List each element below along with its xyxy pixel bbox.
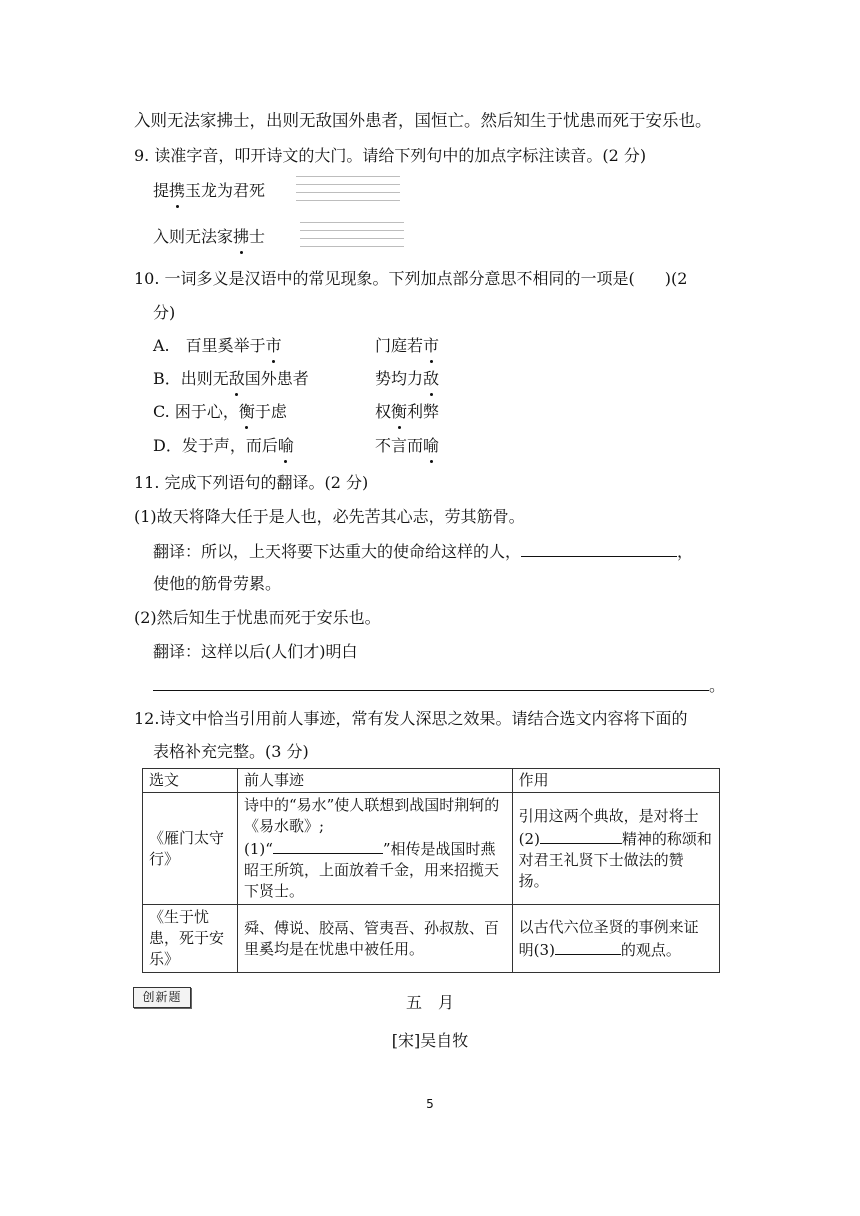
poem-title: 五 月 — [405, 993, 454, 1012]
option-b-compare: 势均力敌 — [375, 369, 440, 388]
q11-sentence-1: (1)故天将降大任于是人也，必先苦其心志，劳其筋骨。 — [134, 507, 525, 526]
q11-translation-2: 翻译：这样以后(人们才)明白 — [153, 642, 358, 661]
table-cell: 以古代六位圣贤的事例来证明(3) 的观点。 — [512, 905, 719, 973]
q12-stem-line1: 12.诗文中恰当引用前人事迹，常有发人深思之效果。请结合选文内容将下面的 — [134, 709, 688, 728]
q10-stem-line2: 分) — [153, 303, 176, 322]
option-b: B．出则无敌国外患者 — [153, 369, 309, 388]
table-cell: 《生于忧患，死于安乐》 — [143, 905, 238, 973]
q11-sentence-2: (2)然后知生于忧患而死于安乐也。 — [134, 608, 381, 627]
table-blank-1[interactable] — [273, 837, 383, 854]
table-row — [143, 793, 720, 905]
table-cell: 《雁门太守行》 — [143, 793, 238, 905]
option-c-compare: 权衡利弊 — [375, 402, 440, 421]
passage-ending-line: 入则无法家拂士，出则无敌国外患者，国恒亡。然后知生于忧患而死于安乐也。 — [134, 111, 712, 130]
q11-stem: 11. 完成下列语句的翻译。(2 分) — [134, 473, 369, 492]
translation-blank-1[interactable] — [521, 540, 677, 557]
allusion-table — [142, 768, 720, 973]
q9-stem: 9. 读准字音，叩开诗文的大门。请给下列句中的加点字标注读音。(2 分) — [134, 146, 647, 165]
pinyin-writing-lines-2[interactable] — [300, 222, 404, 256]
option-a: A. 百里奚举于市 — [153, 336, 282, 355]
q9-item-1: 提携玉龙为君死 — [153, 181, 266, 200]
table-cell: 诗中的“易水”使人联想到战国时荆轲的《易水歌》; (1)“ ”相传是战国时燕昭王所筑，上面放着千金，用来招揽天下贤士。 — [237, 793, 512, 905]
table-blank-2[interactable] — [540, 827, 622, 844]
option-d: D．发于声，而后喻 — [153, 436, 294, 455]
option-d-compare: 不言而喻 — [375, 436, 440, 455]
q11-translation-1: 翻译：所以，上天将要下达重大的使命给这样的人， ， — [153, 542, 694, 561]
option-a-compare: 门庭若市 — [375, 336, 440, 355]
table-header: 作用 — [512, 769, 719, 793]
table-cell: 舜、傅说、胶鬲、管夷吾、孙叔敖、百里奚均是在忧患中被任用。 — [237, 905, 512, 973]
q9-item-2: 入则无法家拂士 — [153, 227, 266, 246]
table-blank-3[interactable] — [555, 938, 621, 955]
table-header: 前人事迹 — [237, 769, 512, 793]
q11-translation-2-blank-line: 。 — [153, 674, 725, 697]
table-row — [143, 905, 720, 973]
q12-stem-line2: 表格补充完整。(3 分) — [153, 742, 309, 761]
page-number: 5 — [426, 1097, 434, 1111]
innovation-badge: 创新题 — [133, 987, 191, 1008]
emphasis-dot-char: 拂 — [233, 227, 250, 246]
q11-translation-1-cont: 使他的筋骨劳累。 — [153, 574, 282, 593]
translation-blank-2[interactable] — [153, 674, 709, 691]
table-cell: 引用这两个典故，是对将士(2) 精神的称颂和对君王礼贤下士做法的赞扬。 — [512, 793, 719, 905]
table-header: 选文 — [143, 769, 238, 793]
pinyin-writing-lines-1[interactable] — [296, 176, 400, 210]
q10-stem-line1: 10. 一词多义是汉语中的常见现象。下列加点部分意思不相同的一项是( )(2 — [134, 269, 688, 288]
poem-author: [宋]吴自牧 — [391, 1031, 469, 1050]
emphasis-dot-char: 携 — [169, 181, 186, 200]
option-c: C. 困于心，衡于虑 — [153, 402, 287, 421]
